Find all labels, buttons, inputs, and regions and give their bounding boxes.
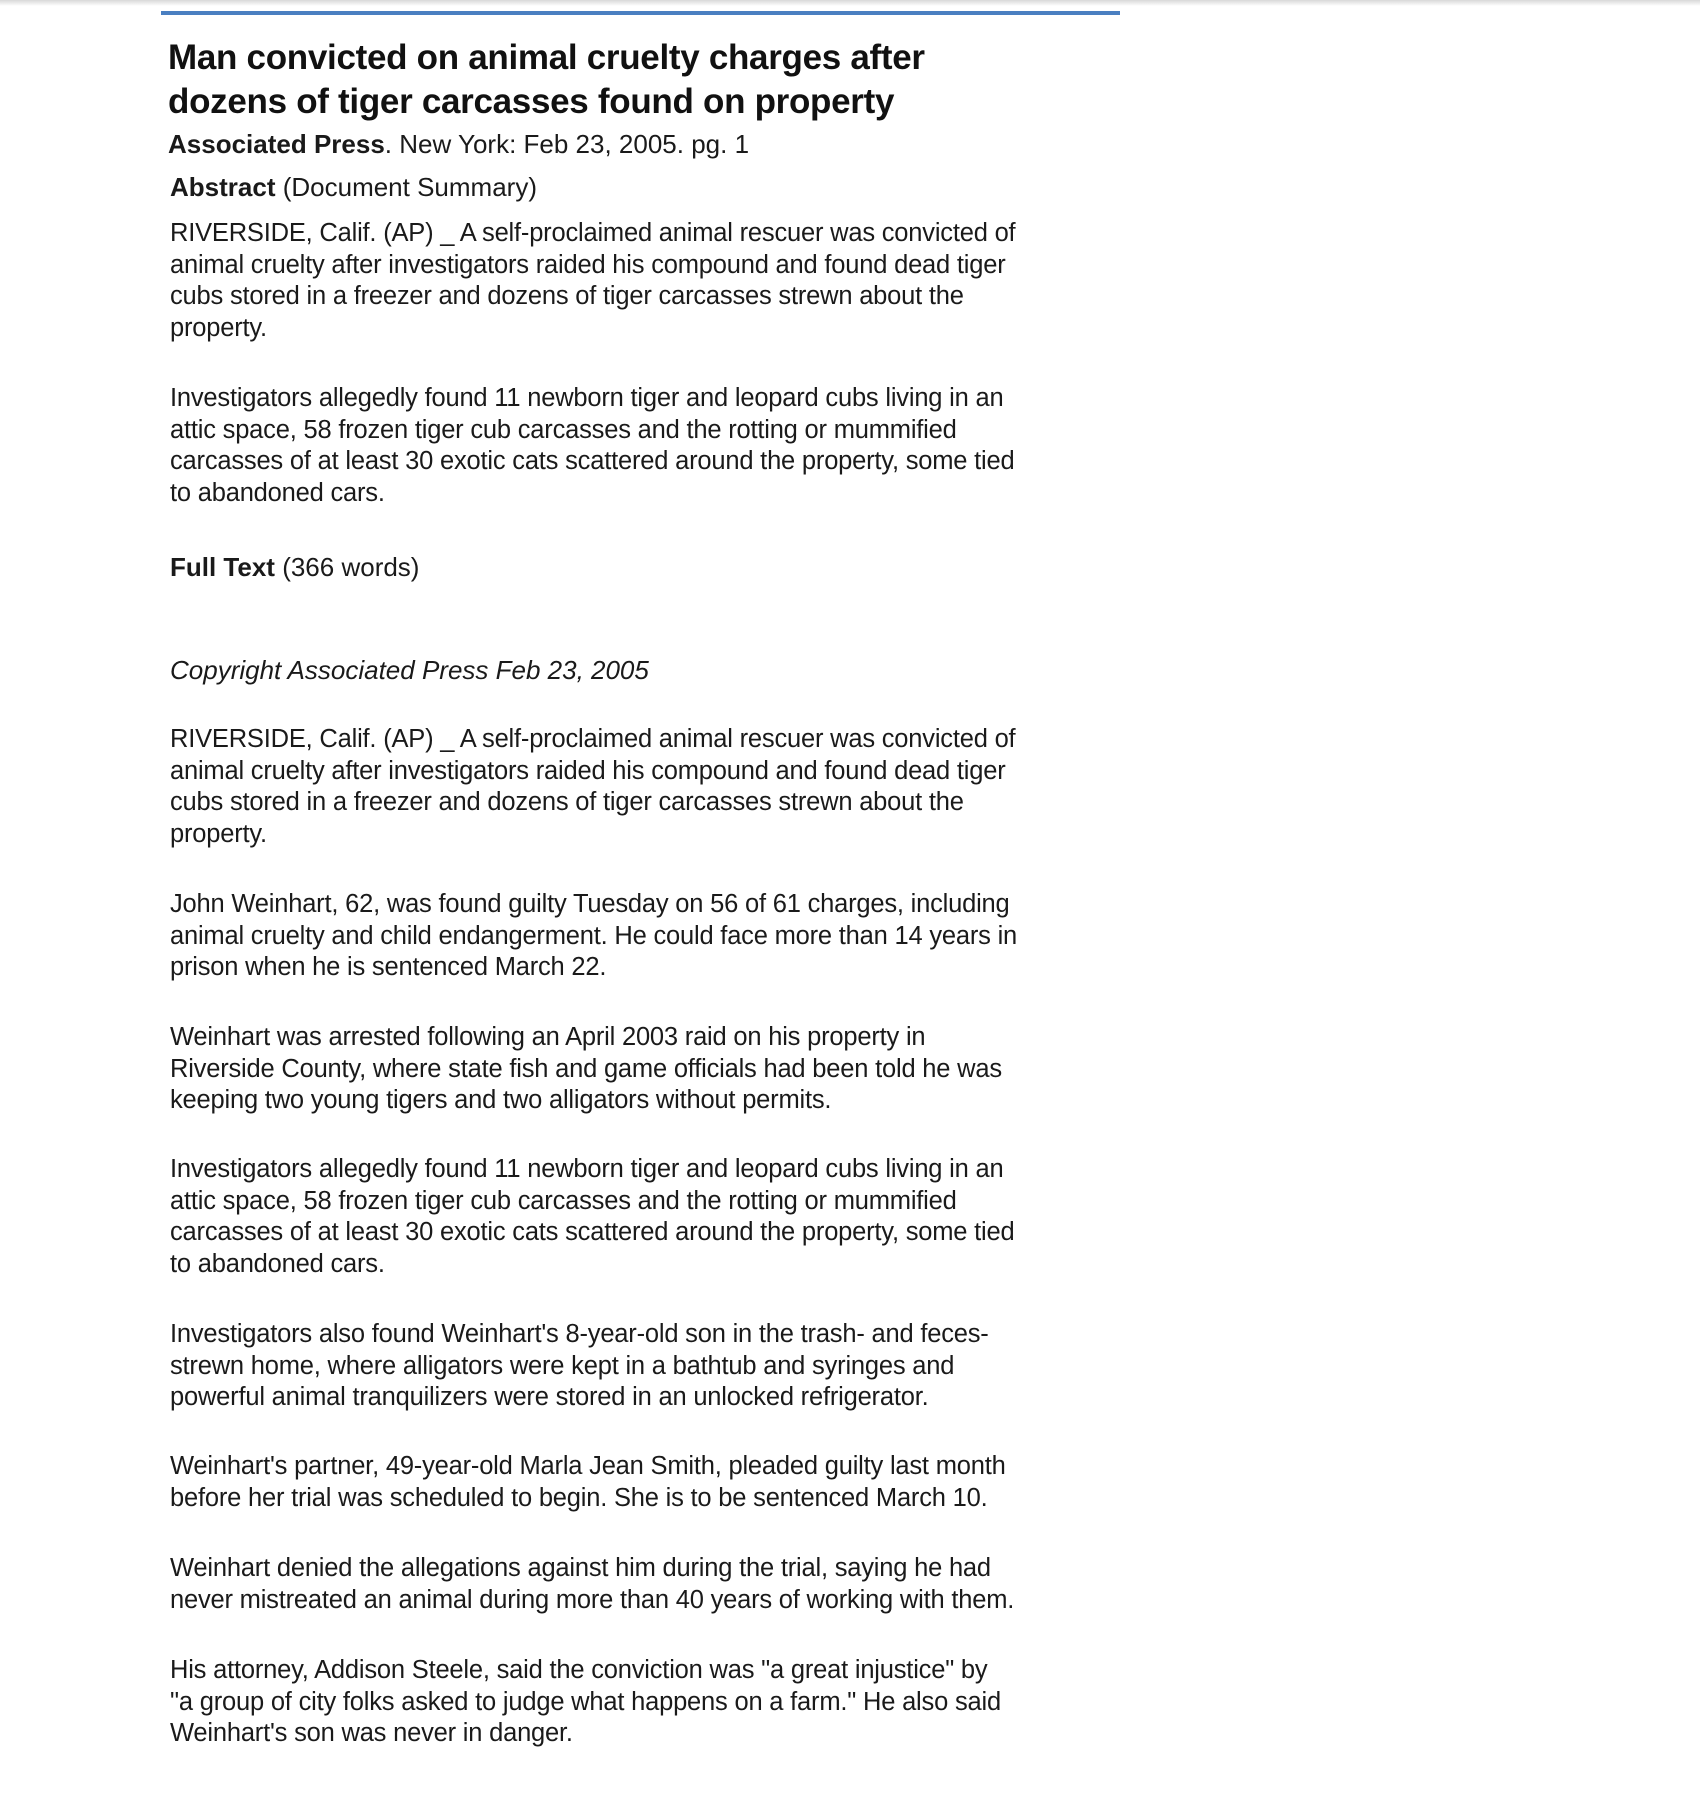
title-line: Man convicted on animal cruelty charges after bbox=[168, 38, 925, 77]
abstract-heading bbox=[170, 172, 537, 202]
source-name: Associated Press bbox=[168, 129, 385, 159]
paragraph-line: RIVERSIDE, Calif. (AP) _ A self-proclaimed animal rescuer was convicted of bbox=[170, 219, 1016, 247]
article-paragraph bbox=[170, 1655, 1001, 1750]
paragraph-line: Weinhart's son was never in danger. bbox=[170, 1719, 573, 1747]
article-paragraph bbox=[170, 1319, 989, 1414]
paragraph-line: Investigators also found Weinhart's 8-year-old son in the trash- and feces- bbox=[170, 1320, 989, 1348]
paragraph-line: powerful animal tranquilizers were stored in an unlocked refrigerator. bbox=[170, 1383, 929, 1411]
paragraph-line: strewn home, where alligators were kept in a bathtub and syringes and bbox=[170, 1351, 955, 1380]
copyright-line: Copyright Associated Press Feb 23, 2005 bbox=[170, 655, 649, 685]
paragraph-line: carcasses of at least 30 exotic cats scattered around the property, some tied bbox=[170, 1218, 1015, 1246]
full-text-label: Full Text bbox=[170, 552, 275, 582]
paragraph-line: carcasses of at least 30 exotic cats scattered around the property, some tied bbox=[170, 447, 1015, 475]
article-paragraph bbox=[170, 724, 1015, 850]
abstract-paragraph bbox=[170, 218, 1015, 344]
paragraph-line: RIVERSIDE, Calif. (AP) _ A self-proclaimed animal rescuer was convicted of bbox=[170, 725, 1016, 753]
paragraph-line: animal cruelty after investigators raided his compound and found dead tiger bbox=[170, 756, 1006, 785]
paragraph-line: Investigators allegedly found 11 newborn tiger and leopard cubs living in an bbox=[170, 1155, 1004, 1183]
article-paragraph bbox=[170, 889, 1017, 984]
abstract-note: (Document Summary) bbox=[275, 172, 537, 202]
article-title bbox=[168, 36, 925, 124]
title-line: dozens of tiger carcasses found on property bbox=[168, 82, 895, 121]
paragraph-line: attic space, 58 frozen tiger cub carcasses and the rotting or mummified bbox=[170, 415, 957, 444]
word-count: (366 words) bbox=[274, 552, 420, 582]
paragraph-line: before her trial was scheduled to begin. She is to be sentenced March 10. bbox=[170, 1483, 988, 1512]
paragraph-line: property. bbox=[170, 819, 267, 848]
abstract-label: Abstract bbox=[170, 172, 276, 202]
paragraph-line: to abandoned cars. bbox=[170, 1249, 385, 1278]
header-rule bbox=[161, 11, 1120, 15]
full-text-heading bbox=[170, 552, 419, 582]
paragraph-line: John Weinhart, 62, was found guilty Tuesday on 56 of 61 charges, including bbox=[170, 890, 1010, 918]
paragraph-line: attic space, 58 frozen tiger cub carcasses and the rotting or mummified bbox=[170, 1186, 957, 1215]
paragraph-line: cubs stored in a freezer and dozens of tiger carcasses strewn about the bbox=[170, 788, 964, 816]
abstract-paragraph bbox=[170, 383, 1015, 509]
paragraph-line: to abandoned cars. bbox=[170, 478, 385, 507]
paragraph-line: prison when he is sentenced March 22. bbox=[170, 953, 607, 981]
paragraph-line: animal cruelty after investigators raided his compound and found dead tiger bbox=[170, 250, 1006, 279]
article-paragraph bbox=[170, 1154, 1015, 1280]
paragraph-line: cubs stored in a freezer and dozens of tiger carcasses strewn about the bbox=[170, 282, 964, 310]
paragraph-line: "a group of city folks asked to judge what happens on a farm." He also said bbox=[170, 1687, 1001, 1716]
article-paragraph bbox=[170, 1022, 1002, 1117]
publication-info: . New York: Feb 23, 2005. pg. 1 bbox=[384, 129, 750, 159]
article-paragraph bbox=[170, 1451, 1006, 1514]
scan-edge-shadow bbox=[0, 0, 1700, 6]
paragraph-line: animal cruelty and child endangerment. He could face more than 14 years in bbox=[170, 921, 1018, 950]
article-paragraph bbox=[170, 1553, 1014, 1616]
paragraph-line: Weinhart was arrested following an April 2003 raid on his property in bbox=[170, 1023, 926, 1051]
paragraph-line: His attorney, Addison Steele, said the conviction was "a great injustice" by bbox=[170, 1656, 988, 1684]
paragraph-line: Weinhart denied the allegations against him during the trial, saying he had bbox=[170, 1554, 991, 1582]
paragraph-line: property. bbox=[170, 313, 267, 342]
paragraph-line: Investigators allegedly found 11 newborn tiger and leopard cubs living in an bbox=[170, 384, 1004, 412]
paragraph-line: never mistreated an animal during more than 40 years of working with them. bbox=[170, 1585, 1015, 1614]
paragraph-line: keeping two young tigers and two alligators without permits. bbox=[170, 1086, 832, 1114]
paragraph-line: Riverside County, where state fish and game officials had been told he was bbox=[170, 1054, 1002, 1083]
paragraph-line: Weinhart's partner, 49-year-old Marla Jean Smith, pleaded guilty last month bbox=[170, 1452, 1006, 1480]
byline bbox=[168, 129, 749, 159]
